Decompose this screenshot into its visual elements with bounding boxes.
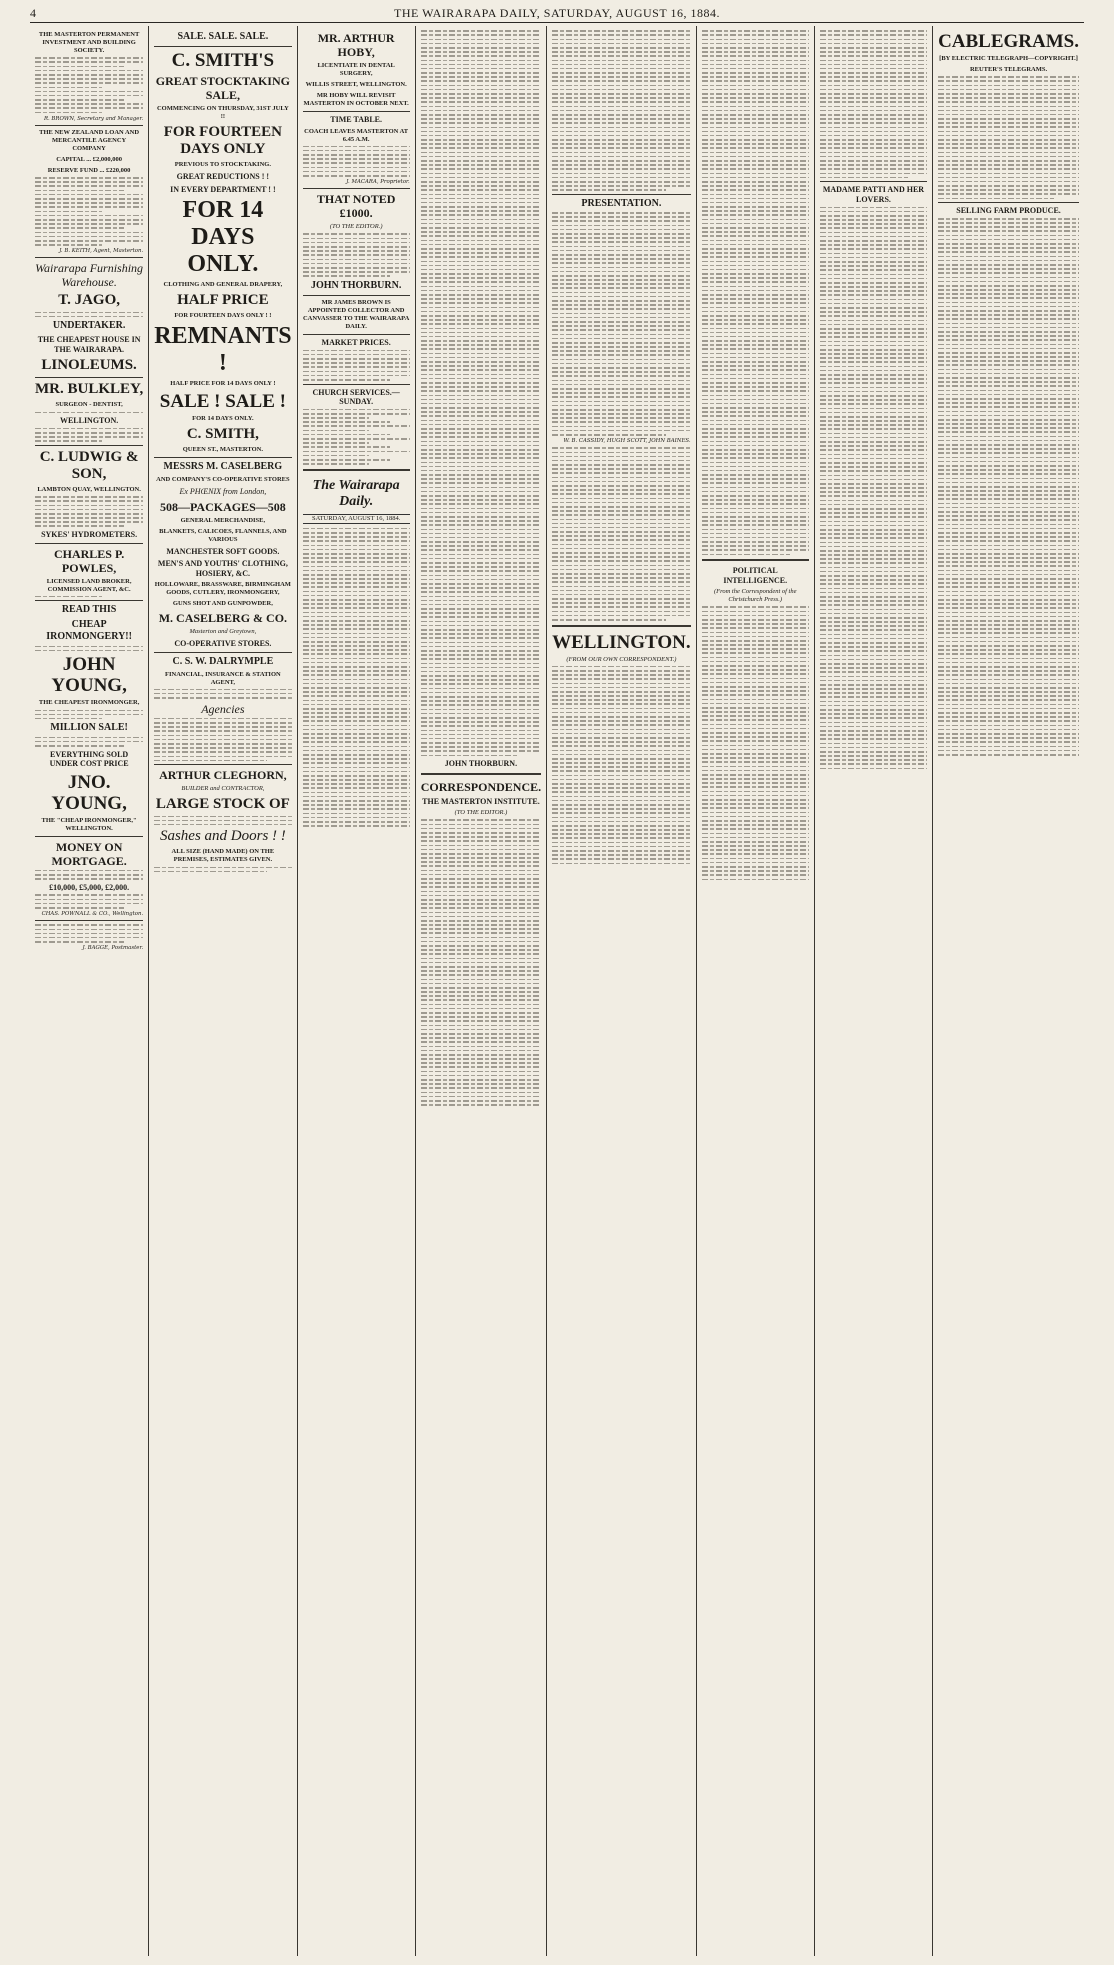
ad-heading-dalrymple: C. S. W. DALRYMPLE [172, 655, 274, 667]
ad-heading-half-price: HALF PRICE [177, 292, 269, 308]
ad-hoby-revisit: MR HOBY WILL REVISIT MASTERTON IN OCTOBER NEXT. [303, 92, 409, 107]
section-subheading-press: (From the Correspondent of the Christchurch Press.) [713, 588, 797, 604]
ad-heading-undertaker: UNDERTAKER. [52, 320, 126, 332]
ad-heading-ironmongery: CHEAP IRONMONGERY!! [46, 619, 132, 643]
ad-heading-furnishing: Wairarapa Furnishing Warehouse. [35, 261, 144, 290]
ad-heading-cheapest-house: THE CHEAPEST HOUSE IN THE WAIRARAPA. [37, 335, 141, 354]
ad-heading-hoby: MR. ARTHUR HOBY, [317, 31, 395, 59]
capital-line: CAPITAL ... £2,000,000 [56, 155, 122, 163]
column-7 [814, 26, 932, 1956]
signature-thorburn: JOHN THORBURN. [310, 279, 402, 291]
signature-thorburn-2: JOHN THORBURN. [444, 759, 518, 769]
ad-powles-sub: LICENSED LAND BROKER, COMMISSION AGENT, &C. [46, 577, 132, 593]
ad-heading-building-society: THE MASTERTON PERMANENT INVESTMENT AND BUILDING SOCIETY. [38, 31, 140, 54]
article-heading-farm-produce: SELLING FARM PRODUCE. [956, 206, 1061, 216]
ad-line-every-dept: IN EVERY DEPARTMENT ! ! [170, 184, 276, 194]
article-heading-patti: MADAME PATTI AND HER LOVERS. [822, 185, 925, 204]
ad-heading-linoleums: LINOLEUMS. [41, 357, 137, 374]
column-3 [297, 26, 415, 1956]
section-heading-wellington: WELLINGTON. [552, 631, 691, 653]
ad-caselberg-places: Masterton and Greytown, [189, 628, 257, 635]
ad-bulkley-title: SURGEON - DENTIST, [55, 401, 123, 409]
signature-keith: J. B. KEITH, Agent, Masterton. [59, 248, 144, 255]
signature-bagge: J. BAGGE, Postmaster. [82, 945, 144, 952]
ad-heading-remnants: REMNANTS ! [154, 323, 292, 376]
ad-line-guns: GUNS SHOT AND GUNPOWDER, [172, 600, 273, 607]
signature-presentation: W. B. CASSIDY, HUGH SCOTT, JOHN BAINES. [563, 438, 691, 445]
columns [30, 26, 1084, 1956]
ad-line-phoenix: Ex PHŒNIX from London, [179, 487, 267, 496]
ad-heading-powles: CHARLES P. POWLES, [53, 546, 125, 575]
ad-heading-john-young: JOHN YOUNG, [51, 654, 127, 697]
ad-heading-packages: 508—PACKAGES—508 [159, 499, 286, 514]
ad-heading-ludwig: C. LUDWIG & SON, [39, 448, 139, 482]
column-5 [546, 26, 696, 1956]
ad-line-half-price-14: HALF PRICE FOR 14 DAYS ONLY ! [170, 380, 276, 387]
ad-line-previous: PREVIOUS TO STOCKTAKING. [174, 161, 271, 168]
notice-james-brown: MR JAMES BROWN IS APPOINTED COLLECTOR AND CANVASSER TO THE WAIRARAPA DAILY. [302, 298, 410, 330]
ad-caselberg-stores: CO-OPERATIVE STORES. [174, 639, 272, 648]
ad-heading-large-stock: LARGE STOCK OF [155, 796, 290, 813]
ad-c-smith-address: QUEEN ST., MASTERTON. [182, 446, 263, 453]
ad-line-merchandise: GENERAL MERCHANDISE, [180, 516, 266, 524]
ad-line-for-14: FOR 14 DAYS ONLY. [192, 415, 254, 422]
ad-heading-caselberg: MESSRS M. CASELBERG [163, 461, 283, 472]
signature-brown: R. BROWN, Secretary and Manager. [43, 115, 144, 122]
ad-heading-jago: T. JAGO, [58, 292, 120, 309]
paper-dateline: SATURDAY, AUGUST 16, 1884. [303, 514, 410, 524]
ad-bulkley-place: WELLINGTON. [59, 416, 119, 426]
ad-heading-stocktaking: GREAT STOCKTAKING SALE, [155, 74, 290, 102]
section-heading-correspondence: CORRESPONDENCE. [420, 779, 542, 794]
ad-ludwig-place: LAMBTON QUAY, WELLINGTON. [37, 485, 141, 493]
masthead [30, 6, 1084, 23]
ad-line-coach: COACH LEAVES MASTERTON AT 6.45 A.M. [304, 127, 409, 143]
ad-caselberg-sub: AND COMPANY'S CO-OPERATIVE STORES [156, 476, 290, 483]
article-heading-institute: THE MASTERTON INSTITUTE. [422, 796, 540, 806]
ad-line-clothing-mens: MEN'S AND YOUTHS' CLOTHING, HOSIERY, &C. [157, 559, 288, 578]
ad-heading-cleghorn: ARTHUR CLEGHORN, [159, 768, 287, 783]
column-2 [148, 26, 296, 1956]
ad-jno-young-sub: THE "CHEAP IRONMONGER," WELLINGTON. [41, 816, 137, 832]
ad-heading-hydrometers: SYKES' HYDROMETERS. [41, 530, 138, 540]
ad-line-manchester: MANCHESTER SOFT GOODS. [166, 546, 280, 556]
section-subheading-reuter: REUTER'S TELEGRAMS. [969, 66, 1048, 73]
ad-line-clothing: CLOTHING AND GENERAL DRAPERY, [163, 281, 283, 288]
signature-pownall: CHAS. POWNALL & CO., Wellington. [41, 911, 144, 918]
column-4 [415, 26, 546, 1956]
signature-macara: J. MACARA, Proprietor. [346, 179, 410, 186]
column-6 [696, 26, 814, 1956]
reserve-line: RESERVE FUND ... £220,000 [47, 166, 131, 174]
ad-heading-jno-young: JNO. YOUNG, [51, 771, 127, 814]
ad-heading-read-this: READ THIS [61, 604, 117, 616]
ad-heading-sashes: Sashes and Doors ! ! [159, 828, 286, 845]
ad-line-holloware: HOLLOWARE, BRASSWARE, BIRMINGHAM GOODS, CUTLERY, IRONMONGERY, [154, 581, 291, 596]
ad-heading-caselberg-2: M. CASELBERG & CO. [158, 611, 288, 625]
ad-line-fourteen-only: FOR FOURTEEN DAYS ONLY ! ! [174, 312, 272, 319]
ad-heading-money-mortgage: MONEY ON MORTGAGE. [51, 839, 127, 868]
section-heading-political: POLITICAL INTELLIGENCE. [723, 566, 788, 585]
article-subheading-editor-2: (TO THE EDITOR.) [454, 809, 508, 817]
ad-heading-loan-agency: THE NEW ZEALAND LOAN AND MERCANTILE AGENCY COMPANY [39, 128, 140, 152]
ad-heading-sale-sale: SALE ! SALE ! [159, 391, 286, 412]
ad-heading-under-cost: EVERYTHING SOLD UNDER COST PRICE [49, 749, 129, 769]
column-1 [30, 26, 148, 1956]
page-number: 4 [30, 6, 37, 20]
section-subheading-correspondent: (FROM OUR OWN CORRESPONDENT.) [566, 655, 677, 663]
article-heading-noted-1000: THAT NOTED £1000. [316, 192, 396, 221]
ad-heading-sale: SALE. SALE. SALE. [177, 31, 269, 42]
ad-heading-time-table: TIME TABLE. [330, 115, 383, 124]
ad-heading-c-smith-2: C. SMITH, [186, 426, 259, 442]
article-subheading-editor: (TO THE EDITOR.) [329, 223, 383, 231]
ad-cleghorn-sub: BUILDER and CONTRACTOR, [181, 785, 265, 793]
paper-logo: The Wairarapa Daily. [312, 477, 400, 509]
section-heading-church: CHURCH SERVICES.—SUNDAY. [312, 387, 400, 407]
ad-line-blankets: BLANKETS, CALICOES, FLANNELS, AND VARIOUS [159, 527, 287, 543]
article-heading-presentation: PRESENTATION. [581, 197, 662, 209]
column-8 [932, 26, 1084, 1956]
ad-heading-bulkley: MR. BULKLEY, [35, 381, 144, 398]
section-heading-cablegrams: CABLEGRAMS. [938, 31, 1079, 52]
ad-hoby-place: WILLIS STREET, WELLINGTON. [305, 81, 407, 88]
ad-heading-fourteen-days: FOR FOURTEEN DAYS ONLY [163, 124, 282, 157]
ad-line-hand-made: ALL SIZE (HAND MADE) ON THE PREMISES, ESTIMATES GIVEN. [171, 848, 275, 864]
ad-heading-million-sale: MILLION SALE! [50, 722, 128, 734]
ad-heading-14-days: FOR 14 DAYS ONLY. [182, 197, 264, 277]
ad-line-reductions: GREAT REDUCTIONS ! ! [176, 172, 270, 181]
ad-young-sub: THE CHEAPEST IRONMONGER, [38, 699, 140, 707]
ad-dalrymple-sub: FINANCIAL, INSURANCE & STATION AGENT, [165, 670, 281, 686]
ad-mortgage-amounts: £10,000, £5,000, £2,000. [49, 882, 130, 892]
section-heading-market-prices: MARKET PRICES. [321, 337, 391, 347]
section-subheading-telegraph: [BY ELECTRIC TELEGRAPH—COPYRIGHT.] [939, 55, 1078, 62]
ad-line-commencing: COMMENCING ON THURSDAY, 31ST JULY !! [156, 105, 289, 120]
ad-heading-agencies: Agencies [201, 701, 245, 716]
ad-heading-c-smith: C. SMITH'S [171, 50, 275, 71]
newspaper-title: THE WAIRARAPA DAILY, SATURDAY, AUGUST 16, 1884. [394, 6, 720, 20]
ad-hoby-title: LICENTIATE IN DENTAL SURGERY, [317, 62, 395, 77]
